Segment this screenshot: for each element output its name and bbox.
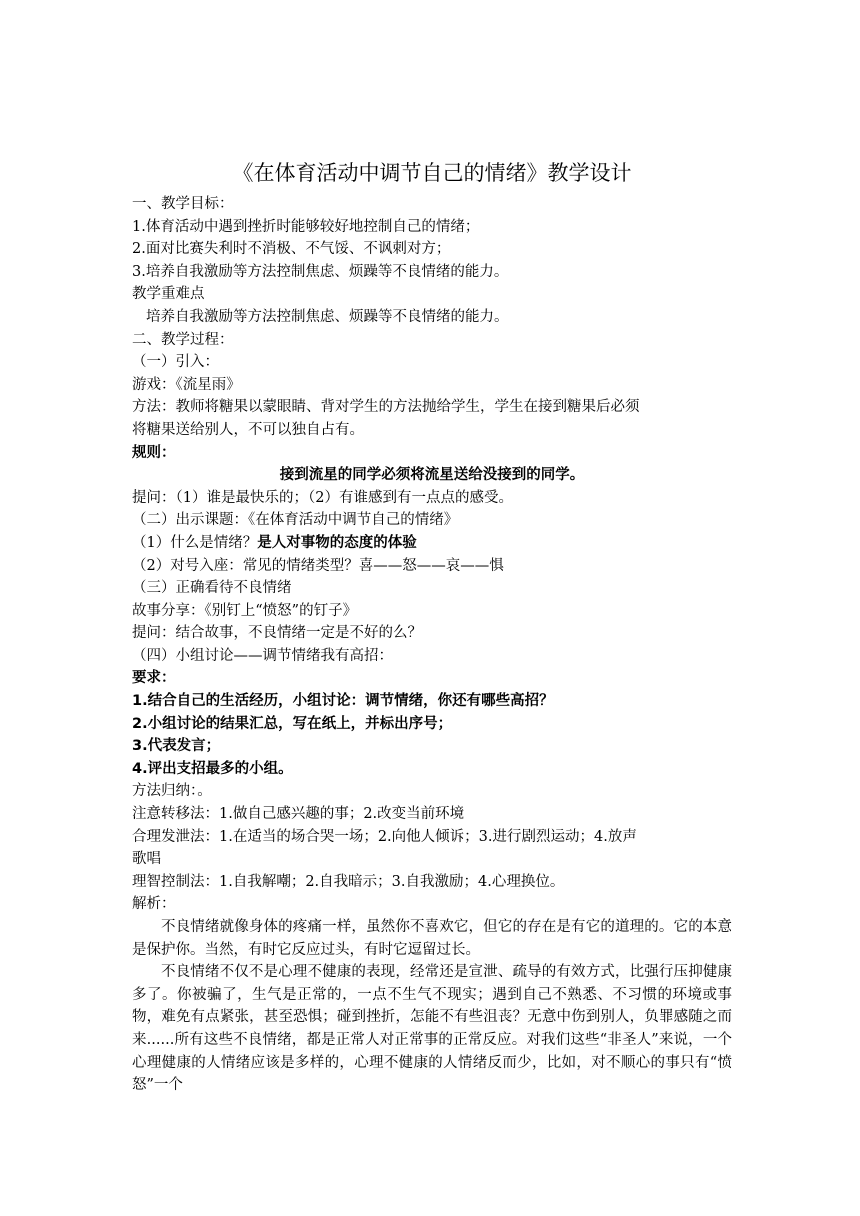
method-item: 理智控制法：1.自我解嘲；2.自我暗示；3.自我激励；4.心理换位。	[132, 873, 565, 890]
requirement-item: 2.小组讨论的结果汇总，写在纸上，并标出序号；	[132, 715, 453, 732]
analysis-paragraph: 不良情绪就像身体的疼痛一样，虽然你不喜欢它，但它的存在是有它的道理的。它的本意是保护你。当然，有时它反应过头，有时它逗留过长。	[132, 919, 732, 958]
story-share: 故事分享：《别钉上“愤怒”的钉子》	[132, 602, 358, 619]
requirements-heading: 要求：	[132, 670, 176, 687]
objective-item: 2.面对比赛失利时不消极、不气馁、不讽刺对方；	[132, 241, 451, 258]
requirement-item: 4.评出支招最多的小组。	[132, 760, 293, 777]
section-heading-objectives: 一、教学目标：	[132, 196, 234, 212]
step-heading: （二）出示课题：《在体育活动中调节自己的情绪》	[132, 512, 459, 529]
objective-item: 3.培养自我激励等方法控制焦虑、烦躁等不良情绪的能力。	[132, 263, 509, 280]
emotion-types: （2）对号入座：常见的情绪类型？喜——怒——哀——惧	[132, 557, 504, 574]
objective-item: 1.体育活动中遇到挫折时能够较好地控制自己的情绪；	[132, 218, 480, 235]
requirement-item: 1.结合自己的生活经历，小组讨论：调节情绪，你还有哪些高招？	[132, 693, 554, 710]
answer-text: 是人对事物的态度的体验	[257, 534, 417, 551]
requirement-item: 3.代表发言；	[132, 738, 221, 755]
rules-text: 接到流星的同学必须将流星送给没接到的同学。	[279, 467, 585, 484]
rules-heading: 规则：	[132, 444, 176, 461]
analysis-heading: 解析：	[132, 896, 176, 913]
step-heading: （四）小组讨论——调节情绪我有高招：	[132, 647, 393, 664]
method-item-continued: 歌唱	[132, 851, 161, 868]
methods-summary-heading: 方法归纳：。	[132, 783, 212, 800]
method-item: 合理发泄法：1.在适当的场合哭一场；2.向他人倾诉；3.进行剧烈运动；4.放声	[132, 828, 637, 845]
question-text: 提问：结合故事，不良情绪一定是不好的么？	[132, 625, 422, 642]
section-heading-process: 二、教学过程：	[132, 331, 234, 348]
method-item: 注意转移法：1.做自己感兴趣的事；2.改变当前环境	[132, 806, 465, 823]
key-point-text: 培养自我激励等方法控制焦虑、烦躁等不良情绪的能力。	[146, 308, 509, 325]
document-page	[132, 155, 732, 1097]
method-text: 方法：教师将糖果以蒙眼睛、背对学生的方法抛给学生，学生在接到糖果后必须	[132, 399, 640, 416]
step-heading: （一）引入：	[132, 354, 219, 371]
method-text: 将糖果送给别人，不可以独自占有。	[132, 421, 364, 438]
question-text: （1）什么是情绪？	[132, 534, 258, 551]
section-heading-key-points: 教学重难点	[132, 286, 205, 303]
question-line	[132, 532, 732, 555]
game-name: 游戏：《流星雨》	[132, 376, 241, 393]
step-heading: （三）正确看待不良情绪	[132, 580, 292, 597]
document-title: 《在体育活动中调节自己的情绪》教学设计	[232, 161, 632, 185]
question-text: 提问：（1）谁是最快乐的；（2）有谁感到有一点点的感受。	[132, 489, 513, 506]
analysis-paragraph: 不良情绪不仅不是心理不健康的表现，经常还是宣泄、疏导的有效方式，比强行压抑健康多了。你被骗了，生气是正常的，一点不生气不现实；遇到自己不熟悉、不习惯的环境或事物，难免有点紧张，甚至恐惧；碰到挫折，怎能不有些沮丧？无意中伤到别人，负罪感随之而来......所有这些不良情绪，都是正常人对正常事的正常反应。对我们这些“非圣人”来说，一个心理健康的人情绪应该是多样的，心理不健康的人情绪反而少，比如，对不顺心的事只有“愤怒”一个	[132, 964, 732, 1094]
